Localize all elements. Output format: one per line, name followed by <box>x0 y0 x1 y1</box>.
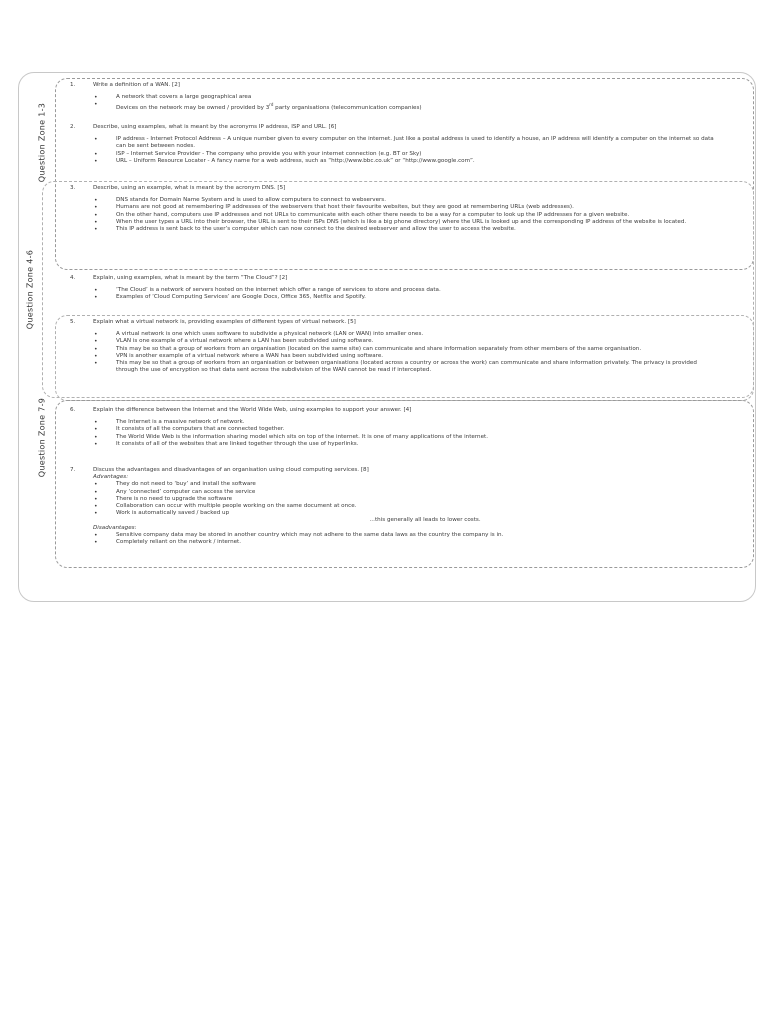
question-6 <box>70 407 720 448</box>
answer-bullet: • The World Wide Web is the information sharing model which sits on top of the internet. It is one of many applications of the internet. <box>70 434 720 441</box>
question-text: Explain the difference between the Internet and the World Wide Web, using examples to support your answer. [4] <box>93 407 412 413</box>
question-number: 6. <box>70 407 76 413</box>
answer-bullet: • The Internet is a massive network of network. <box>70 419 720 426</box>
answer-bullet: • IP address - Internet Protocol Address – A unique number given to every computer on the internet. Just like a postal address is used to identify a house, an IP address will identify a computer on the internet so data can be sent between nodes. <box>70 136 720 150</box>
question-number: 2. <box>70 124 76 130</box>
answer-bullet: • Any ‘connected’ computer can access the service <box>70 489 720 496</box>
question-7 <box>70 467 720 546</box>
question-number: 7. <box>70 467 76 473</box>
answer-bullet: • VPN is another example of a virtual network where a WAN has been subdivided using software. <box>70 353 720 360</box>
zone-label-1-3: Question Zone 1-3 <box>37 102 47 183</box>
answer-bullet: • DNS stands for Domain Name System and is used to allow computers to connect to webservers. <box>70 197 720 204</box>
disadvantages-heading: Disadvantages: <box>93 524 137 531</box>
question-text: Write a definition of a WAN. [2] <box>93 82 180 88</box>
answer-list <box>70 197 720 233</box>
answer-bullet: • A virtual network is one which uses software to subdivide a physical network (LAN or WAN) into smaller ones. <box>70 331 720 338</box>
question-number: 4. <box>70 275 76 281</box>
answer-bullet: • On the other hand, computers use IP addresses and not URLs to communicate with each other there needs to be a way for a computer to look up the IP addresses for a given website. <box>70 212 720 219</box>
answer-bullet: • This may be so that a group of workers from an organisation (located on the same site) can communicate and share information separately from other members of the same organisation. <box>70 346 720 353</box>
answer-bullet: • Humans are not good at remembering IP addresses of the webservers that host their favourite websites, but they are good at remembering URLs (web addresses). <box>70 204 720 211</box>
question-text: Explain, using examples, what is meant by the term “The Cloud”? [2] <box>93 275 288 281</box>
advantages-heading: Advantages: <box>93 474 129 481</box>
answer-bullet: • This may be so that a group of workers from an organisation or between organisations (located across a country or across the work) can communicate and share information privately. The privacy is provided through the use of encryption so that data sent across the subdivision of the WAN cannot be read if intercepted. <box>70 360 720 374</box>
answer-bullet: • Completely reliant on the network / internet. <box>70 539 720 546</box>
answer-bullet: • URL – Uniform Resource Locater - A fancy name for a web address, such as “http://www.bbc.co.uk” or “http://www.google.com”. <box>70 158 720 165</box>
answer-bullet: • VLAN is one example of a virtual network where a LAN has been subdivided using software. <box>70 338 720 345</box>
question-text: Discuss the advantages and disadvantages of an organisation using cloud computing services. [8] <box>93 467 369 473</box>
answer-bullet: • They do not need to ‘buy’ and install the software <box>70 481 720 488</box>
answer-bullet: • Sensitive company data may be stored in another country which may not adhere to the same data laws as the country the company is in. <box>70 532 720 539</box>
zone-label-4-6: Question Zone 4-6 <box>25 249 35 330</box>
zone-label-7-9: Question Zone 7-9 <box>37 397 47 478</box>
disadvantages-list <box>70 532 720 546</box>
question-text: Describe, using an example, what is meant by the acronym DNS. [5] <box>93 185 286 191</box>
answer-bullet: • A network that covers a large geographical area <box>70 94 720 101</box>
answer-bullet: • When the user types a URL into their browser, the URL is sent to their ISPs DNS (which is like a big phone directory) where the URL is looked up and the corresponding IP address of the website is located. <box>70 219 720 226</box>
question-number: 1. <box>70 82 76 88</box>
answer-bullet: • ISP – Internet Service Provider - The company who provide you with your internet connection (e.g. BT or Sky) <box>70 151 720 158</box>
question-3 <box>70 185 720 233</box>
lower-costs-note: …this generally all leads to lower costs. <box>369 517 481 524</box>
answer-bullet: • Collaboration can occur with multiple people working on the same document at once. <box>70 503 720 510</box>
answer-list <box>70 136 720 165</box>
answer-list <box>70 94 720 112</box>
answer-list <box>70 287 720 301</box>
question-2 <box>70 124 720 165</box>
advantages-list <box>70 481 720 517</box>
answer-bullet: • It consists of all of the websites that are linked together through the use of hyperlinks. <box>70 441 720 448</box>
question-number: 3. <box>70 185 76 191</box>
answer-bullet: • Examples of ‘Cloud Computing Services’ are Google Docs, Office 365, Netflix and Spotify. <box>70 294 720 301</box>
answer-list <box>70 419 720 448</box>
answer-bullet: • ‘The Cloud’ is a network of servers hosted on the internet which offer a range of services to store and process data. <box>70 287 720 294</box>
answer-bullet: • Devices on the network may be owned / provided by 3rd party organisations (telecommunication companies) <box>70 101 720 112</box>
question-4 <box>70 275 720 302</box>
answer-bullet: • It consists of all the computers that are connected together. <box>70 426 720 433</box>
answer-bullet: • This IP address is sent back to the user’s computer which can now connect to the desired webserver and allow the user to access the website. <box>70 226 720 233</box>
question-text: Describe, using examples, what is meant by the acronyms IP address, ISP and URL. [6] <box>93 124 337 130</box>
answer-bullet: • There is no need to upgrade the software <box>70 496 720 503</box>
question-5 <box>70 319 720 374</box>
question-text: Explain what a virtual network is, providing examples of different types of virtual network. [5] <box>93 319 356 325</box>
question-1 <box>70 82 720 112</box>
answer-bullet: • Work is automatically saved / backed up <box>70 510 720 517</box>
question-number: 5. <box>70 319 76 325</box>
answer-list <box>70 331 720 374</box>
